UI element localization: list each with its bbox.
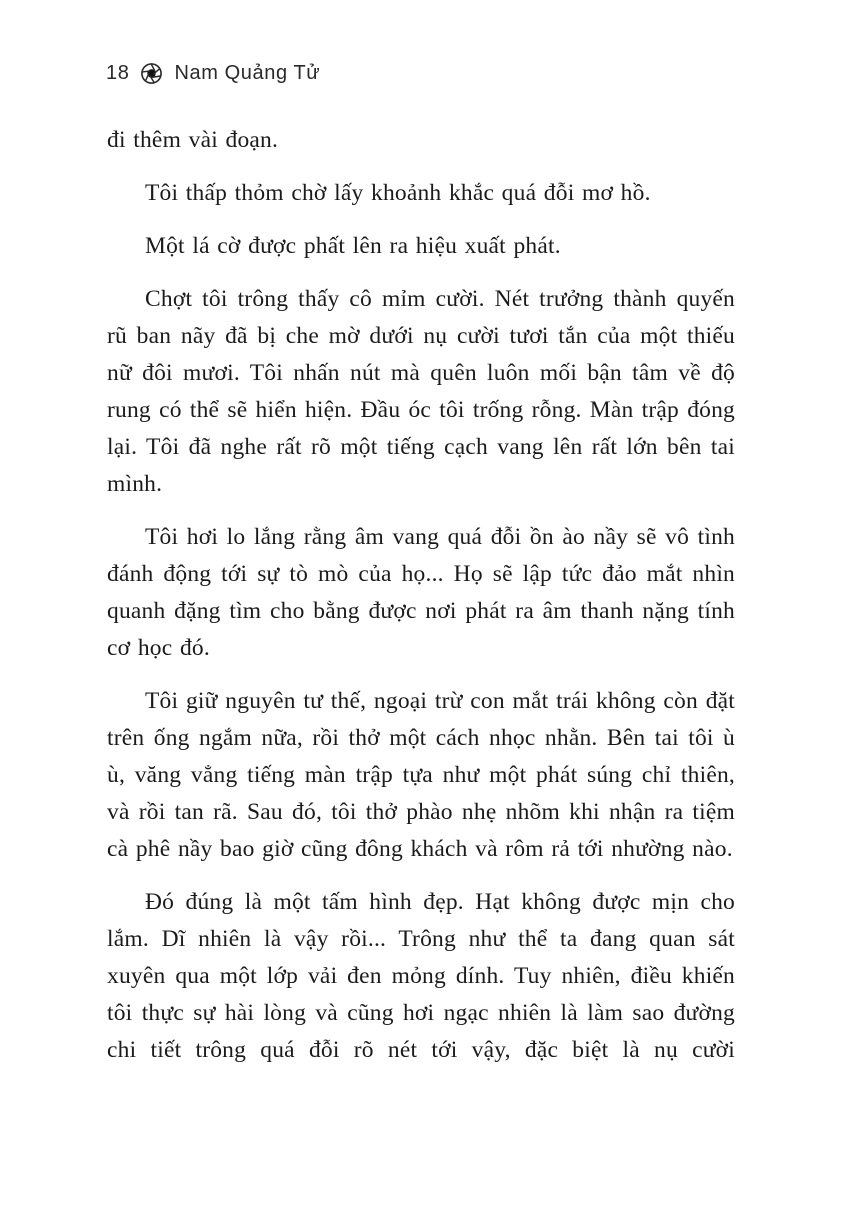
paragraph: Tôi hơi lo lắng rằng âm vang quá đỗi ồn ào nầy sẽ vô tình đánh động tới sự tò mò của họ... Họ sẽ lập tức đảo mắt nhìn quanh đặng tìm cho bằng được nơi phát ra âm thanh nặng tính cơ học đó.: [107, 524, 735, 661]
paragraph: Tôi thấp thỏm chờ lấy khoảnh khắc quá đỗi mơ hồ.: [145, 180, 651, 206]
page-text: [107, 122, 735, 1069]
paragraph: đi thêm vài đoạn.: [107, 127, 279, 153]
paragraph: Tôi giữ nguyên tư thế, ngoại trừ con mắt trái không còn đặt trên ống ngắm nữa, rồi thở một cách nhọc nhằn. Bên tai tôi ù ù, văng vẳng tiếng màn trập tựa như một phát súng chỉ thiên, và rồi tan rã. Sau đó, tôi thở phào nhẹ nhõm khi nhận ra tiệm cà phê nầy bao giờ cũng đông khách và rôm rả tới nhường nào.: [107, 688, 735, 862]
page-number: 18: [106, 61, 130, 84]
author-name: Nam Quảng Tử: [174, 61, 321, 84]
running-header: [106, 60, 320, 86]
paragraph: Chợt tôi trông thấy cô mỉm cười. Nét trưởng thành quyến rũ ban nãy đã bị che mờ dưới nụ cười tươi tắn của một thiếu nữ đôi mươi. Tôi nhấn nút mà quên luôn mối bận tâm về độ rung có thể sẽ hiển hiện. Đầu óc tôi trống rỗng. Màn trập đóng lại. Tôi đã nghe rất rõ một tiếng cạch vang lên rất lớn bên tai mình.: [107, 286, 735, 497]
aperture-icon: [140, 62, 163, 85]
paragraph: Đó đúng là một tấm hình đẹp. Hạt không được mịn cho lắm. Dĩ nhiên là vậy rồi... Trông như thể ta đang quan sát xuyên qua một lớp vải đen mỏng dính. Tuy nhiên, điều khiến tôi thực sự hài lòng và cũng hơi ngạc nhiên là làm sao đường chi tiết trông quá đỗi rõ nét tới vậy, đặc biệt là nụ cười: [107, 889, 735, 1063]
paragraph: Một lá cờ được phất lên ra hiệu xuất phát.: [145, 233, 561, 259]
